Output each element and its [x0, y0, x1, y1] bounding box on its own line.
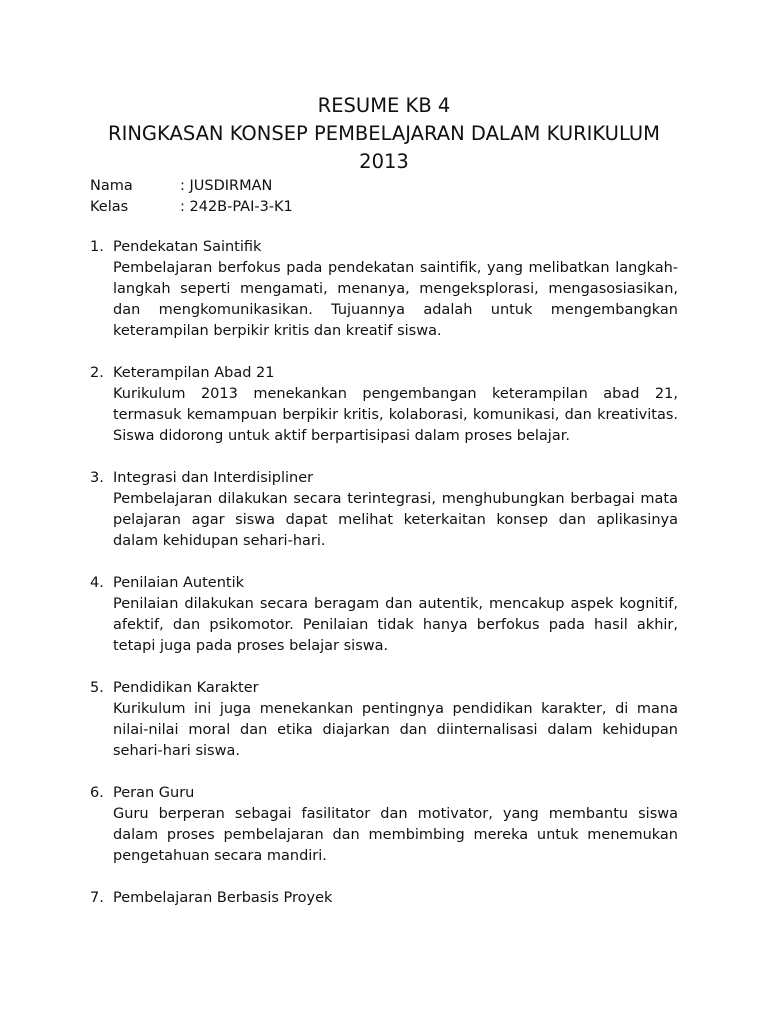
item-body: Pembelajaran dilakukan secara terintegrasi, menghubungkan berbagai mata pelajaran agar siswa dapat melihat keterkaitan konsep dan aplikasinya dalam kehidupan sehari-hari. — [113, 491, 678, 549]
item-body: Pembelajaran berfokus pada pendekatan saintifik, yang melibatkan langkah-langkah seperti mengamati, menanya, mengeksplorasi, mengasosiasikan, dan mengkomunikasikan. Tujuannya adalah untuk mengembangkan keterampilan berpikir kritis dan kreatif siswa. — [113, 260, 678, 339]
title-line-3: 2013 — [359, 150, 409, 173]
item-body: Guru berperan sebagai fasilitator dan motivator, yang membantu siswa dalam proses pembelajaran dan membimbing mereka untuk menemukan pengetahuan secara mandiri. — [113, 806, 678, 864]
list-item — [90, 363, 678, 447]
item-number: 7. — [90, 890, 104, 906]
item-body: Kurikulum 2013 menekankan pengembangan keterampilan abad 21, termasuk kemampuan berpikir kritis, kolaborasi, komunikasi, dan kreativitas. Siswa didorong untuk aktif berpartisipasi dalam proses belajar. — [113, 386, 678, 444]
item-heading: Peran Guru — [113, 785, 195, 801]
item-heading: Pembelajaran Berbasis Proyek — [113, 890, 333, 906]
list-item — [90, 237, 678, 342]
item-heading: Keterampilan Abad 21 — [113, 365, 275, 381]
name-value: : JUSDIRMAN — [180, 178, 273, 194]
item-number: 5. — [90, 680, 104, 696]
list-item — [90, 783, 678, 867]
student-info — [90, 176, 293, 218]
item-heading: Penilaian Autentik — [113, 575, 245, 591]
list-item — [90, 573, 678, 657]
item-number: 6. — [90, 785, 104, 801]
item-heading: Integrasi dan Interdisipliner — [113, 470, 314, 486]
list-item — [90, 678, 678, 762]
name-label: Nama — [90, 178, 133, 194]
list-item — [90, 468, 678, 552]
class-row — [90, 197, 293, 218]
class-value: : 242B-PAI-3-K1 — [180, 199, 293, 215]
item-number: 1. — [90, 239, 104, 255]
item-body: Penilaian dilakukan secara beragam dan autentik, mencakup aspek kognitif, afektif, dan psikomotor. Penilaian tidak hanya berfokus pada hasil akhir, tetapi juga pada proses belajar siswa. — [113, 596, 678, 654]
item-body: Kurikulum ini juga menekankan pentingnya pendidikan karakter, di mana nilai-nilai moral dan etika diajarkan dan diinternalisasi dalam kehidupan sehari-hari siswa. — [113, 701, 678, 759]
item-number: 4. — [90, 575, 104, 591]
item-heading: Pendekatan Saintifik — [113, 239, 262, 255]
item-heading: Pendidikan Karakter — [113, 680, 259, 696]
list-item — [90, 888, 678, 909]
document-title — [90, 92, 678, 176]
name-row — [90, 176, 293, 197]
class-label: Kelas — [90, 199, 129, 215]
concept-list — [90, 237, 678, 930]
item-number: 3. — [90, 470, 104, 486]
item-number: 2. — [90, 365, 104, 381]
title-line-1: RESUME KB 4 — [317, 94, 451, 117]
title-line-2: RINGKASAN KONSEP PEMBELAJARAN DALAM KURIKULUM — [108, 122, 660, 145]
